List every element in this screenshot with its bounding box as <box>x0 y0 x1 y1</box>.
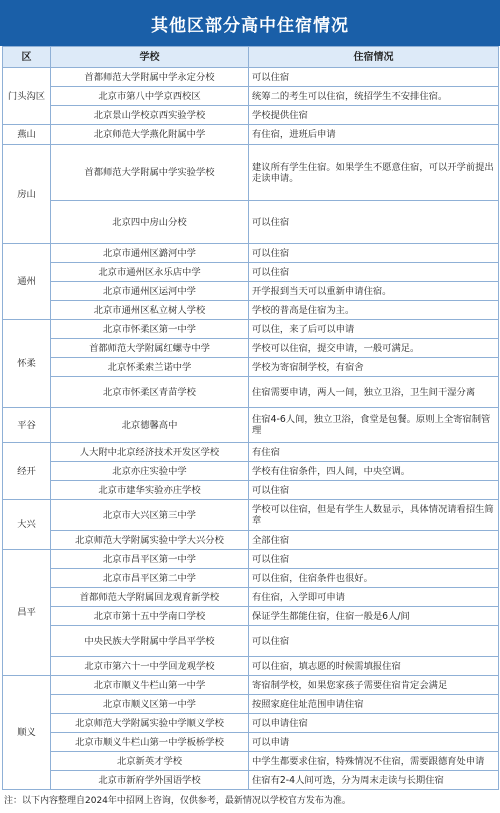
table-row <box>3 569 499 588</box>
info-cell: 住宿4-6人间，独立卫浴，食堂是包餐。原则上全寄宿制管理 <box>249 408 499 443</box>
table-row <box>3 733 499 752</box>
info-cell: 住宿需要申请，两人一间，独立卫浴，卫生间干湿分离 <box>249 377 499 408</box>
table-row <box>3 695 499 714</box>
table-row <box>3 263 499 282</box>
school-cell: 北京市第十五中学南口学校 <box>51 607 249 626</box>
footnote: 注：以下内容整理自2024年中招网上咨询，仅供参考，最新情况以学校官方发布为准。 <box>4 796 351 806</box>
info-cell: 学校为寄宿制学校，有宿舍 <box>249 358 499 377</box>
table-row <box>3 462 499 481</box>
district-cell: 怀柔 <box>3 320 51 408</box>
table-row <box>3 443 499 462</box>
school-cell: 中央民族大学附属中学昌平学校 <box>51 626 249 657</box>
info-cell: 有住宿 <box>249 443 499 462</box>
school-cell: 北京市建华实验亦庄学校 <box>51 481 249 500</box>
school-cell: 北京市昌平区第一中学 <box>51 550 249 569</box>
table-row <box>3 244 499 263</box>
info-cell: 可以住宿 <box>249 201 499 244</box>
school-cell: 北京市怀柔区青苗学校 <box>51 377 249 408</box>
table-row <box>3 408 499 443</box>
school-cell: 北京市大兴区第三中学 <box>51 500 249 531</box>
info-cell: 学校提供住宿 <box>249 106 499 125</box>
school-cell: 北京市通州区运河中学 <box>51 282 249 301</box>
table-row <box>3 771 499 790</box>
school-cell: 北京市昌平区第二中学 <box>51 569 249 588</box>
school-cell: 北京亦庄实验中学 <box>51 462 249 481</box>
info-cell: 可以申请 <box>249 733 499 752</box>
table-row <box>3 201 499 244</box>
table-row <box>3 607 499 626</box>
table-row <box>3 87 499 106</box>
table-row <box>3 550 499 569</box>
school-cell: 北京市新府学外国语学校 <box>51 771 249 790</box>
school-cell: 北京市第六十一中学回龙观学校 <box>51 657 249 676</box>
school-cell: 北京怀柔索兰诺中学 <box>51 358 249 377</box>
school-cell: 北京新英才学校 <box>51 752 249 771</box>
info-cell: 学校的普高是住宿为主。 <box>249 301 499 320</box>
school-cell: 北京市顺义牛栏山第一中学板桥学校 <box>51 733 249 752</box>
table-row <box>3 588 499 607</box>
table-row <box>3 657 499 676</box>
table-row <box>3 320 499 339</box>
school-cell: 人大附中北京经济技术开发区学校 <box>51 443 249 462</box>
info-cell: 学校可以住宿，但是有学生人数显示，具体情况请看招生简章 <box>249 500 499 531</box>
info-cell: 建议所有学生住宿。如果学生不愿意住宿，可以开学前提出走读申请。 <box>249 145 499 201</box>
info-cell: 可以住宿 <box>249 550 499 569</box>
school-cell: 北京师范大学燕化附属中学 <box>51 125 249 145</box>
district-cell: 房山 <box>3 145 51 244</box>
table-row <box>3 500 499 531</box>
info-cell: 统筹二的考生可以住宿，统招学生不安排住宿。 <box>249 87 499 106</box>
school-cell: 北京景山学校京西实验学校 <box>51 106 249 125</box>
district-cell: 经开 <box>3 443 51 500</box>
info-cell: 全部住宿 <box>249 531 499 550</box>
table-row <box>3 531 499 550</box>
table-row <box>3 626 499 657</box>
table-body <box>3 68 499 790</box>
table-row <box>3 676 499 695</box>
header-info: 住宿情况 <box>249 47 499 68</box>
info-cell: 可以住，来了后可以申请 <box>249 320 499 339</box>
info-cell: 开学报到当天可以重新申请住宿。 <box>249 282 499 301</box>
school-cell: 北京市通州区永乐店中学 <box>51 263 249 282</box>
district-cell: 大兴 <box>3 500 51 550</box>
info-cell: 学校有住宿条件，四人间，中央空调。 <box>249 462 499 481</box>
school-cell: 北京市顺义牛栏山第一中学 <box>51 676 249 695</box>
table-row <box>3 752 499 771</box>
school-cell: 北京市第八中学京西校区 <box>51 87 249 106</box>
info-cell: 可以住宿 <box>249 244 499 263</box>
page-title: 其他区部分高中住宿情况 <box>0 0 500 46</box>
table-row <box>3 481 499 500</box>
dorm-table <box>2 46 499 790</box>
table-row <box>3 301 499 320</box>
info-cell: 寄宿制学校，如果您家孩子需要住宿肯定会满足 <box>249 676 499 695</box>
info-cell: 中学生都要求住宿，特殊情况不住宿，需要跟德育处申请 <box>249 752 499 771</box>
district-cell: 顺义 <box>3 676 51 790</box>
school-cell: 首都师范大学附属红螺寺中学 <box>51 339 249 358</box>
table-row <box>3 282 499 301</box>
school-cell: 北京市通州区潞河中学 <box>51 244 249 263</box>
school-cell: 北京市顺义区第一中学 <box>51 695 249 714</box>
table-row <box>3 68 499 87</box>
table-header-row <box>3 47 499 68</box>
district-cell: 通州 <box>3 244 51 320</box>
info-cell: 住宿有2-4人间可选，分为周末走读与长期住宿 <box>249 771 499 790</box>
info-cell: 可以住宿，住宿条件也很好。 <box>249 569 499 588</box>
table-row <box>3 339 499 358</box>
school-cell: 北京市怀柔区第一中学 <box>51 320 249 339</box>
school-cell: 北京师范大学附属实验中学顺义学校 <box>51 714 249 733</box>
school-cell: 首都师范大学附属回龙观育新学校 <box>51 588 249 607</box>
district-cell: 昌平 <box>3 550 51 676</box>
district-cell: 门头沟区 <box>3 68 51 125</box>
info-cell: 按照家庭住址范围申请住宿 <box>249 695 499 714</box>
info-cell: 可以住宿 <box>249 481 499 500</box>
school-cell: 北京市通州区私立树人学校 <box>51 301 249 320</box>
district-cell: 燕山 <box>3 125 51 145</box>
header-school: 学校 <box>51 47 249 68</box>
table-row <box>3 714 499 733</box>
school-cell: 北京师范大学附属实验中学大兴分校 <box>51 531 249 550</box>
school-cell: 北京德馨高中 <box>51 408 249 443</box>
info-cell: 可以申请住宿 <box>249 714 499 733</box>
info-cell: 保证学生都能住宿，住宿一般是6人/间 <box>249 607 499 626</box>
table-row <box>3 377 499 408</box>
info-cell: 可以住宿 <box>249 263 499 282</box>
table-row <box>3 106 499 125</box>
table-row <box>3 125 499 145</box>
info-cell: 学校可以住宿，提交申请，一般可满足。 <box>249 339 499 358</box>
school-cell: 首都师范大学附属中学永定分校 <box>51 68 249 87</box>
table-row <box>3 145 499 201</box>
table-row <box>3 358 499 377</box>
info-cell: 有住宿，入学即可申请 <box>249 588 499 607</box>
info-cell: 可以住宿 <box>249 626 499 657</box>
info-cell: 可以住宿，填志愿的时候需填报住宿 <box>249 657 499 676</box>
info-cell: 可以住宿 <box>249 68 499 87</box>
header-district: 区 <box>3 47 51 68</box>
district-cell: 平谷 <box>3 408 51 443</box>
info-cell: 有住宿，进班后申请 <box>249 125 499 145</box>
school-cell: 首都师范大学附属中学实验学校 <box>51 145 249 201</box>
school-cell: 北京四中房山分校 <box>51 201 249 244</box>
